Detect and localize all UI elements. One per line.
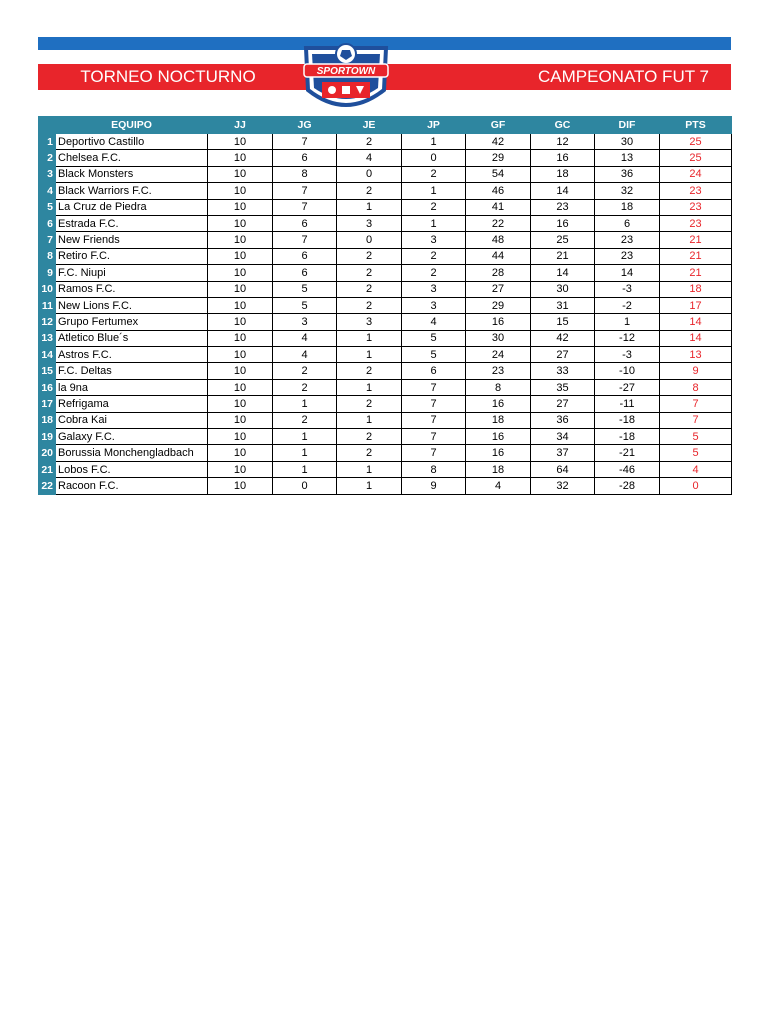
cell-je: 2 <box>337 248 402 264</box>
cell-pos: 11 <box>39 297 56 313</box>
cell-pos: 1 <box>39 134 56 150</box>
cell-pts: 23 <box>660 183 732 199</box>
cell-gf: 28 <box>466 265 531 281</box>
cell-jj: 10 <box>208 461 273 477</box>
cell-jp: 2 <box>402 199 466 215</box>
cell-je: 2 <box>337 265 402 281</box>
cell-jj: 10 <box>208 134 273 150</box>
table-row <box>39 396 732 412</box>
cell-team: Cobra Kai <box>56 412 208 428</box>
cell-jj: 10 <box>208 166 273 182</box>
cell-jg: 6 <box>273 248 337 264</box>
cell-jj: 10 <box>208 183 273 199</box>
cell-jg: 6 <box>273 265 337 281</box>
cell-jj: 10 <box>208 478 273 494</box>
cell-gc: 30 <box>531 281 595 297</box>
cell-gf: 46 <box>466 183 531 199</box>
cell-je: 3 <box>337 314 402 330</box>
cell-dif: -3 <box>595 281 660 297</box>
cell-gc: 36 <box>531 412 595 428</box>
cell-gc: 42 <box>531 330 595 346</box>
cell-pos: 14 <box>39 347 56 363</box>
cell-jj: 10 <box>208 248 273 264</box>
table-row <box>39 429 732 445</box>
cell-jj: 10 <box>208 429 273 445</box>
cell-jg: 7 <box>273 134 337 150</box>
cell-team: Refrigama <box>56 396 208 412</box>
cell-jg: 2 <box>273 412 337 428</box>
cell-dif: 23 <box>595 248 660 264</box>
cell-jp: 1 <box>402 134 466 150</box>
cell-gc: 37 <box>531 445 595 461</box>
cell-je: 2 <box>337 134 402 150</box>
cell-jg: 1 <box>273 396 337 412</box>
cell-pts: 21 <box>660 232 732 248</box>
cell-jj: 10 <box>208 150 273 166</box>
standings-body <box>39 134 732 495</box>
cell-gc: 14 <box>531 183 595 199</box>
cell-je: 1 <box>337 478 402 494</box>
cell-dif: 13 <box>595 150 660 166</box>
cell-team: Black Monsters <box>56 166 208 182</box>
cell-jg: 1 <box>273 445 337 461</box>
cell-jj: 10 <box>208 215 273 231</box>
tournament-title: TORNEO NOCTURNO <box>80 67 256 86</box>
cell-team: Retiro F.C. <box>56 248 208 264</box>
cell-gf: 29 <box>466 150 531 166</box>
cell-pts: 14 <box>660 314 732 330</box>
cell-gc: 32 <box>531 478 595 494</box>
cell-gf: 16 <box>466 396 531 412</box>
cell-jp: 8 <box>402 461 466 477</box>
table-row <box>39 166 732 182</box>
cell-je: 2 <box>337 281 402 297</box>
cell-dif: 14 <box>595 265 660 281</box>
cell-je: 1 <box>337 412 402 428</box>
cell-dif: -11 <box>595 396 660 412</box>
cell-pts: 25 <box>660 150 732 166</box>
cell-pts: 9 <box>660 363 732 379</box>
cell-jj: 10 <box>208 330 273 346</box>
svg-text:SPORTOWN: SPORTOWN <box>316 66 376 77</box>
table-header-row <box>39 117 732 134</box>
cell-gf: 30 <box>466 330 531 346</box>
cell-team: Deportivo Castillo <box>56 134 208 150</box>
cell-je: 4 <box>337 150 402 166</box>
cell-dif: -2 <box>595 297 660 313</box>
cell-pos: 4 <box>39 183 56 199</box>
cell-team: Black Warriors F.C. <box>56 183 208 199</box>
cell-pos: 21 <box>39 461 56 477</box>
cell-pos: 8 <box>39 248 56 264</box>
cell-jj: 10 <box>208 363 273 379</box>
cell-team: Astros F.C. <box>56 347 208 363</box>
cell-pts: 21 <box>660 265 732 281</box>
cell-je: 3 <box>337 215 402 231</box>
cell-dif: 30 <box>595 134 660 150</box>
cell-jj: 10 <box>208 314 273 330</box>
cell-jp: 5 <box>402 330 466 346</box>
table-row <box>39 363 732 379</box>
table-row <box>39 379 732 395</box>
cell-jp: 7 <box>402 429 466 445</box>
cell-pos: 20 <box>39 445 56 461</box>
cell-dif: -10 <box>595 363 660 379</box>
cell-pts: 5 <box>660 429 732 445</box>
cell-jg: 4 <box>273 330 337 346</box>
cell-dif: 32 <box>595 183 660 199</box>
cell-gc: 12 <box>531 134 595 150</box>
table-row <box>39 265 732 281</box>
cell-gc: 64 <box>531 461 595 477</box>
cell-pos: 3 <box>39 166 56 182</box>
cell-jg: 7 <box>273 183 337 199</box>
cell-dif: 18 <box>595 199 660 215</box>
cell-pos: 19 <box>39 429 56 445</box>
cell-dif: -28 <box>595 478 660 494</box>
cell-team: Racoon F.C. <box>56 478 208 494</box>
col-header-je: JE <box>337 117 402 134</box>
cell-jj: 10 <box>208 232 273 248</box>
cell-gf: 44 <box>466 248 531 264</box>
table-row <box>39 412 732 428</box>
cell-jg: 1 <box>273 429 337 445</box>
cell-je: 2 <box>337 445 402 461</box>
cell-pts: 23 <box>660 215 732 231</box>
cell-je: 0 <box>337 166 402 182</box>
cell-je: 0 <box>337 232 402 248</box>
cell-dif: -46 <box>595 461 660 477</box>
cell-pts: 24 <box>660 166 732 182</box>
table-row <box>39 445 732 461</box>
table-row <box>39 314 732 330</box>
table-row <box>39 281 732 297</box>
cell-pos: 7 <box>39 232 56 248</box>
table-row <box>39 297 732 313</box>
cell-team: La Cruz de Piedra <box>56 199 208 215</box>
cell-gf: 42 <box>466 134 531 150</box>
cell-jg: 4 <box>273 347 337 363</box>
cell-gf: 23 <box>466 363 531 379</box>
cell-pts: 13 <box>660 347 732 363</box>
cell-jp: 2 <box>402 265 466 281</box>
cell-dif: 6 <box>595 215 660 231</box>
cell-gc: 33 <box>531 363 595 379</box>
cell-pos: 9 <box>39 265 56 281</box>
col-header-gf: GF <box>466 117 531 134</box>
cell-jj: 10 <box>208 281 273 297</box>
table-row <box>39 478 732 494</box>
cell-pos: 18 <box>39 412 56 428</box>
cell-jj: 10 <box>208 199 273 215</box>
cell-pts: 17 <box>660 297 732 313</box>
cell-jj: 10 <box>208 396 273 412</box>
cell-je: 2 <box>337 183 402 199</box>
cell-gf: 16 <box>466 445 531 461</box>
cell-team: Lobos F.C. <box>56 461 208 477</box>
cell-team: New Friends <box>56 232 208 248</box>
cell-gc: 16 <box>531 150 595 166</box>
cell-dif: 1 <box>595 314 660 330</box>
table-row <box>39 150 732 166</box>
cell-pos: 12 <box>39 314 56 330</box>
cell-pos: 13 <box>39 330 56 346</box>
col-header-equipo: EQUIPO <box>56 117 208 134</box>
cell-pos: 10 <box>39 281 56 297</box>
cell-dif: 36 <box>595 166 660 182</box>
cell-team: Ramos F.C. <box>56 281 208 297</box>
cell-jg: 8 <box>273 166 337 182</box>
cell-jp: 3 <box>402 232 466 248</box>
cell-je: 2 <box>337 429 402 445</box>
cell-jg: 5 <box>273 297 337 313</box>
cell-team: Estrada F.C. <box>56 215 208 231</box>
cell-gf: 41 <box>466 199 531 215</box>
table-row <box>39 330 732 346</box>
cell-dif: -21 <box>595 445 660 461</box>
col-header-jg: JG <box>273 117 337 134</box>
cell-gf: 18 <box>466 412 531 428</box>
cell-je: 2 <box>337 297 402 313</box>
cell-jp: 1 <box>402 183 466 199</box>
cell-gf: 16 <box>466 429 531 445</box>
cell-dif: -27 <box>595 379 660 395</box>
cell-team: F.C. Deltas <box>56 363 208 379</box>
cell-gf: 4 <box>466 478 531 494</box>
cell-jp: 2 <box>402 166 466 182</box>
cell-pos: 2 <box>39 150 56 166</box>
cell-jg: 1 <box>273 461 337 477</box>
table-row <box>39 347 732 363</box>
cell-team: la 9na <box>56 379 208 395</box>
table-row <box>39 215 732 231</box>
cell-jj: 10 <box>208 265 273 281</box>
cell-team: Atletico Blue´s <box>56 330 208 346</box>
standings-table <box>38 116 732 495</box>
table-row <box>39 232 732 248</box>
cell-team: Galaxy F.C. <box>56 429 208 445</box>
cell-pts: 21 <box>660 248 732 264</box>
cell-jg: 5 <box>273 281 337 297</box>
cell-jj: 10 <box>208 379 273 395</box>
cell-je: 1 <box>337 379 402 395</box>
championship-title: CAMPEONATO FUT 7 <box>538 67 709 86</box>
sportown-logo <box>298 40 394 118</box>
cell-gc: 18 <box>531 166 595 182</box>
cell-je: 2 <box>337 363 402 379</box>
cell-dif: -18 <box>595 429 660 445</box>
cell-gf: 16 <box>466 314 531 330</box>
table-row <box>39 461 732 477</box>
table-row <box>39 183 732 199</box>
cell-pts: 8 <box>660 379 732 395</box>
cell-pos: 6 <box>39 215 56 231</box>
cell-jp: 6 <box>402 363 466 379</box>
cell-jp: 1 <box>402 215 466 231</box>
cell-gf: 29 <box>466 297 531 313</box>
cell-gc: 16 <box>531 215 595 231</box>
cell-gc: 31 <box>531 297 595 313</box>
cell-pts: 18 <box>660 281 732 297</box>
cell-team: Grupo Fertumex <box>56 314 208 330</box>
cell-jp: 9 <box>402 478 466 494</box>
cell-jp: 7 <box>402 412 466 428</box>
cell-jp: 7 <box>402 379 466 395</box>
cell-jp: 7 <box>402 445 466 461</box>
cell-jg: 3 <box>273 314 337 330</box>
cell-jj: 10 <box>208 347 273 363</box>
cell-jp: 3 <box>402 281 466 297</box>
cell-gf: 48 <box>466 232 531 248</box>
table-row <box>39 199 732 215</box>
cell-je: 1 <box>337 347 402 363</box>
table-row <box>39 134 732 150</box>
cell-gf: 8 <box>466 379 531 395</box>
cell-gc: 23 <box>531 199 595 215</box>
cell-je: 1 <box>337 461 402 477</box>
cell-pos: 17 <box>39 396 56 412</box>
cell-gf: 54 <box>466 166 531 182</box>
cell-pos: 5 <box>39 199 56 215</box>
cell-pts: 14 <box>660 330 732 346</box>
cell-jg: 6 <box>273 150 337 166</box>
cell-gf: 27 <box>466 281 531 297</box>
cell-je: 1 <box>337 199 402 215</box>
col-header-jp: JP <box>402 117 466 134</box>
cell-team: Borussia Monchengladbach <box>56 445 208 461</box>
cell-jj: 10 <box>208 412 273 428</box>
cell-pts: 25 <box>660 134 732 150</box>
cell-gc: 14 <box>531 265 595 281</box>
cell-gc: 15 <box>531 314 595 330</box>
cell-jp: 0 <box>402 150 466 166</box>
cell-gc: 25 <box>531 232 595 248</box>
cell-jg: 7 <box>273 232 337 248</box>
cell-dif: -18 <box>595 412 660 428</box>
cell-pts: 7 <box>660 396 732 412</box>
cell-dif: -3 <box>595 347 660 363</box>
cell-gc: 21 <box>531 248 595 264</box>
cell-pos: 22 <box>39 478 56 494</box>
col-header-jj: JJ <box>208 117 273 134</box>
cell-jg: 2 <box>273 379 337 395</box>
col-header-gc: GC <box>531 117 595 134</box>
cell-gc: 27 <box>531 396 595 412</box>
cell-gc: 27 <box>531 347 595 363</box>
cell-pts: 7 <box>660 412 732 428</box>
cell-gf: 22 <box>466 215 531 231</box>
cell-jg: 0 <box>273 478 337 494</box>
cell-jg: 7 <box>273 199 337 215</box>
table-row <box>39 248 732 264</box>
cell-dif: 23 <box>595 232 660 248</box>
cell-team: New Lions F.C. <box>56 297 208 313</box>
cell-jp: 3 <box>402 297 466 313</box>
cell-pts: 23 <box>660 199 732 215</box>
cell-gf: 18 <box>466 461 531 477</box>
cell-pos: 15 <box>39 363 56 379</box>
col-header-pts: PTS <box>660 117 732 134</box>
cell-pts: 5 <box>660 445 732 461</box>
cell-gc: 35 <box>531 379 595 395</box>
cell-jg: 6 <box>273 215 337 231</box>
cell-team: F.C. Niupi <box>56 265 208 281</box>
cell-pts: 4 <box>660 461 732 477</box>
cell-jp: 4 <box>402 314 466 330</box>
cell-pos: 16 <box>39 379 56 395</box>
cell-jp: 5 <box>402 347 466 363</box>
cell-dif: -12 <box>595 330 660 346</box>
cell-jg: 2 <box>273 363 337 379</box>
position-header <box>39 117 56 134</box>
cell-jp: 2 <box>402 248 466 264</box>
cell-jp: 7 <box>402 396 466 412</box>
cell-gf: 24 <box>466 347 531 363</box>
cell-jj: 10 <box>208 445 273 461</box>
col-header-dif: DIF <box>595 117 660 134</box>
cell-pts: 0 <box>660 478 732 494</box>
cell-team: Chelsea F.C. <box>56 150 208 166</box>
cell-gc: 34 <box>531 429 595 445</box>
cell-je: 2 <box>337 396 402 412</box>
cell-jj: 10 <box>208 297 273 313</box>
cell-je: 1 <box>337 330 402 346</box>
